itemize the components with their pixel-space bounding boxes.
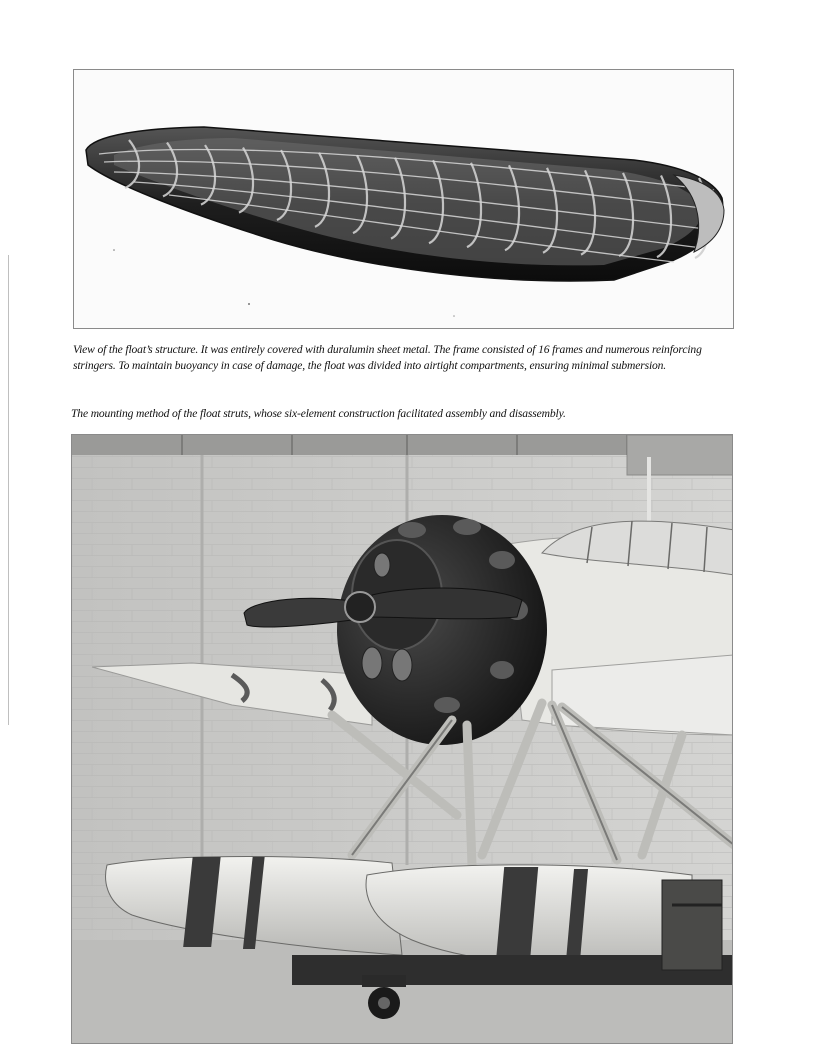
float-struts-caption: The mounting method of the float struts, whose six-element construction facilitated assembly and disassembly.	[71, 407, 566, 420]
page-edge-line	[8, 255, 9, 725]
float-skeleton-illustration	[74, 70, 734, 329]
float-structure-caption: View of the float’s structure. It was entirely covered with duralumin sheet metal. The frame consisted of 16 frames and numerous reinforcing stringers. To maintain buoyancy in case of damage, the float was divided into airtight compartments, ensuring minimal submersion.	[73, 343, 702, 372]
float-structure-photo	[73, 69, 734, 329]
seaplane-photo	[71, 434, 733, 1044]
seaplane-illustration	[72, 435, 733, 1044]
